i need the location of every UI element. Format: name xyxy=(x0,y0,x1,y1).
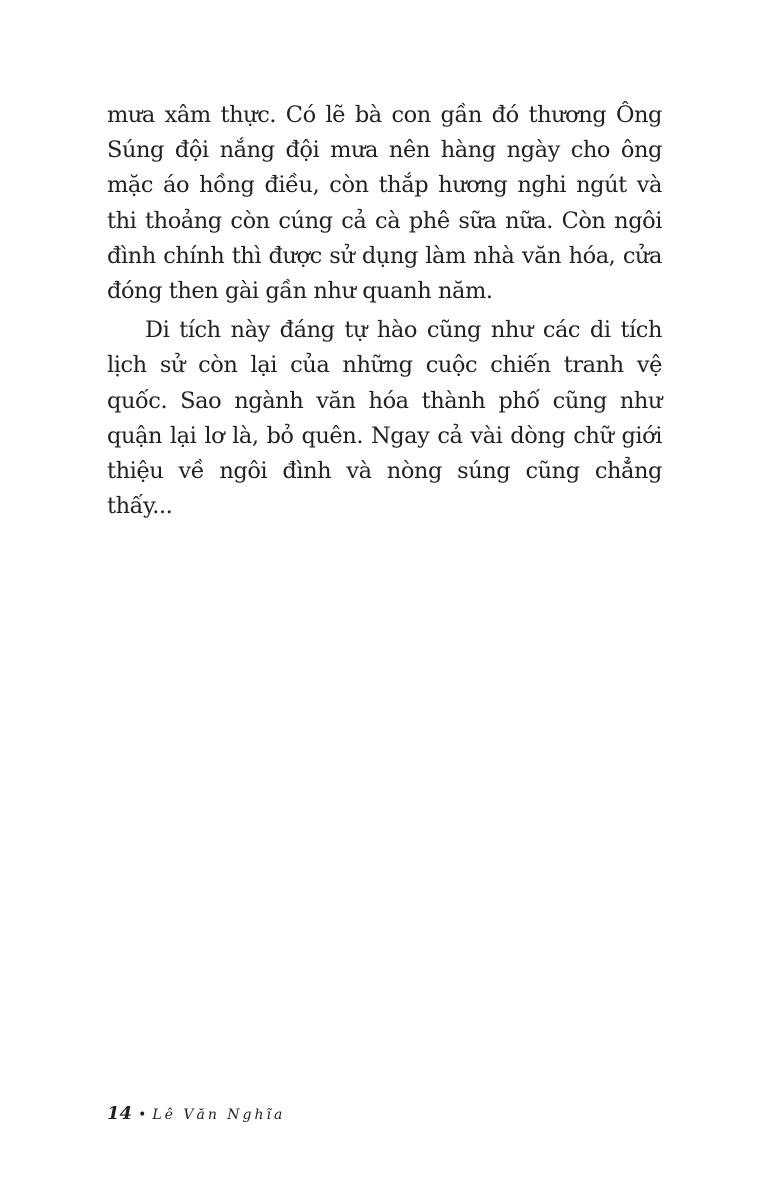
paragraph-1: mưa xâm thực. Có lẽ bà con gần đó thương Ông Súng đội nắng đội mưa nên hàng ngày cho ông mặc áo hồng điều, còn thắp hương nghi ngút và thi thoảng còn cúng cả cà phê sữa nữa. Còn ngôi đình chính thì được sử dụng làm nhà văn hóa, cửa đóng then gài gần như quanh năm. xyxy=(107,102,662,305)
author-running-head: Lê Văn Nghĩa xyxy=(152,1107,286,1123)
page-footer xyxy=(107,1103,285,1124)
page-body xyxy=(107,98,662,524)
paragraph-2: Di tích này đáng tự hào cũng như các di tích lịch sử còn lại của những cuộc chiến tranh vệ quốc. Sao ngành văn hóa thành phố cũng như quận lại lơ là, bỏ quên. Ngay cả vài dòng chữ giới thiệu về ngôi đình và nòng súng cũng chẳng thấy... xyxy=(107,317,662,520)
page-number: 14 xyxy=(107,1103,133,1124)
bullet-separator: • xyxy=(138,1107,147,1123)
